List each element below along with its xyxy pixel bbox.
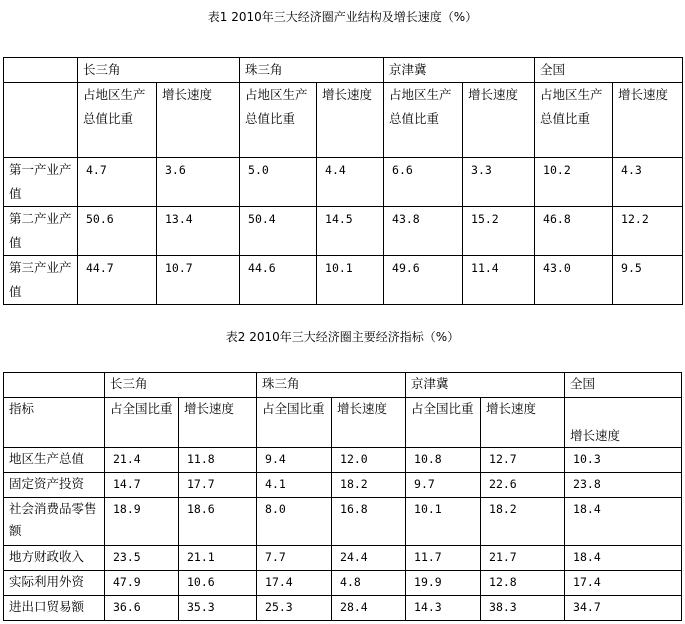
data-cell: 12.2 [613,207,683,256]
data-cell: 4.3 [613,158,683,207]
data-cell: 18.4 [565,546,682,571]
row-label: 实际利用外资 [4,571,105,596]
sub-header: 占全国比重 [406,398,481,448]
sub-header: 增长速度 [565,398,682,448]
data-cell: 14.3 [406,596,481,621]
table-row [4,571,682,596]
data-cell: 21.1 [179,546,257,571]
corner-cell [4,58,78,83]
sub-header: 增长速度 [317,83,384,158]
data-cell: 14.5 [317,207,384,256]
table-row [4,448,682,473]
data-cell: 10.2 [535,158,613,207]
table-row [4,546,682,571]
data-cell: 14.7 [105,473,179,498]
sub-header: 增长速度 [481,398,565,448]
group-header: 长三角 [105,373,257,398]
sub-header: 占地区生产总值比重 [384,83,463,158]
data-cell: 50.4 [240,207,317,256]
data-cell: 46.8 [535,207,613,256]
data-cell: 35.3 [179,596,257,621]
data-cell: 10.1 [317,256,384,305]
data-cell: 49.6 [384,256,463,305]
data-cell: 44.6 [240,256,317,305]
data-cell: 18.9 [105,498,179,546]
sub-header: 增长速度 [613,83,683,158]
table-row [4,207,683,256]
row-label: 第一产业产值 [4,158,78,207]
row-label: 地方财政收入 [4,546,105,571]
data-cell: 11.8 [179,448,257,473]
data-cell: 4.1 [257,473,332,498]
data-cell: 7.7 [257,546,332,571]
data-cell: 18.2 [332,473,406,498]
data-cell: 9.7 [406,473,481,498]
data-cell: 3.3 [463,158,535,207]
data-cell: 10.1 [406,498,481,546]
data-cell: 12.7 [481,448,565,473]
data-cell: 17.4 [257,571,332,596]
row-label: 第二产业产值 [4,207,78,256]
sub-header: 增长速度 [179,398,257,448]
table-row [4,158,683,207]
data-cell: 9.5 [613,256,683,305]
table-row [4,498,682,546]
row-label: 进出口贸易额 [4,596,105,621]
data-cell: 10.7 [157,256,240,305]
data-cell: 25.3 [257,596,332,621]
data-cell: 17.7 [179,473,257,498]
sub-header: 增长速度 [332,398,406,448]
data-cell: 5.0 [240,158,317,207]
sub-header: 占地区生产总值比重 [535,83,613,158]
data-cell: 12.8 [481,571,565,596]
data-cell: 11.7 [406,546,481,571]
data-cell: 50.6 [78,207,157,256]
data-cell: 18.6 [179,498,257,546]
data-cell: 12.0 [332,448,406,473]
data-cell: 24.4 [332,546,406,571]
table-row [4,256,683,305]
data-cell: 23.5 [105,546,179,571]
sub-header: 占全国比重 [105,398,179,448]
data-cell: 23.8 [565,473,682,498]
table-row [4,473,682,498]
group-header: 全国 [535,58,683,83]
group-header: 长三角 [78,58,240,83]
data-cell: 15.2 [463,207,535,256]
industry-structure-table [3,57,683,305]
data-cell: 4.8 [332,571,406,596]
data-cell: 8.0 [257,498,332,546]
data-cell: 44.7 [78,256,157,305]
data-cell: 38.3 [481,596,565,621]
group-header: 珠三角 [240,58,384,83]
row-header: 指标 [4,398,105,448]
economic-indicators-table [3,372,682,621]
data-cell: 11.4 [463,256,535,305]
row-label: 固定资产投资 [4,473,105,498]
data-cell: 17.4 [565,571,682,596]
group-header: 全国 [565,373,682,398]
group-header: 京津冀 [406,373,565,398]
data-cell: 34.7 [565,596,682,621]
table1-title: 表1 2010年三大经济圈产业结构及增长速度（%） [207,10,478,24]
group-header: 珠三角 [257,373,406,398]
data-cell: 18.2 [481,498,565,546]
data-cell: 4.4 [317,158,384,207]
data-cell: 43.8 [384,207,463,256]
data-cell: 21.7 [481,546,565,571]
corner-cell [4,373,105,398]
data-cell: 4.7 [78,158,157,207]
data-cell: 22.6 [481,473,565,498]
row-header-blank [4,83,78,158]
data-cell: 19.9 [406,571,481,596]
group-header: 京津冀 [384,58,535,83]
data-cell: 43.0 [535,256,613,305]
sub-header: 占全国比重 [257,398,332,448]
sub-header: 增长速度 [463,83,535,158]
row-label: 社会消费品零售额 [4,498,105,546]
sub-header: 增长速度 [157,83,240,158]
data-cell: 9.4 [257,448,332,473]
sub-header: 占地区生产总值比重 [78,83,157,158]
table2-title: 表2 2010年三大经济圈主要经济指标（%） [225,330,460,344]
row-label: 地区生产总值 [4,448,105,473]
data-cell: 18.4 [565,498,682,546]
data-cell: 6.6 [384,158,463,207]
data-cell: 21.4 [105,448,179,473]
data-cell: 36.6 [105,596,179,621]
data-cell: 3.6 [157,158,240,207]
data-cell: 10.6 [179,571,257,596]
data-cell: 16.8 [332,498,406,546]
data-cell: 10.8 [406,448,481,473]
data-cell: 47.9 [105,571,179,596]
table-row [4,596,682,621]
data-cell: 28.4 [332,596,406,621]
row-label: 第三产业产值 [4,256,78,305]
data-cell: 10.3 [565,448,682,473]
data-cell: 13.4 [157,207,240,256]
sub-header: 占地区生产总值比重 [240,83,317,158]
